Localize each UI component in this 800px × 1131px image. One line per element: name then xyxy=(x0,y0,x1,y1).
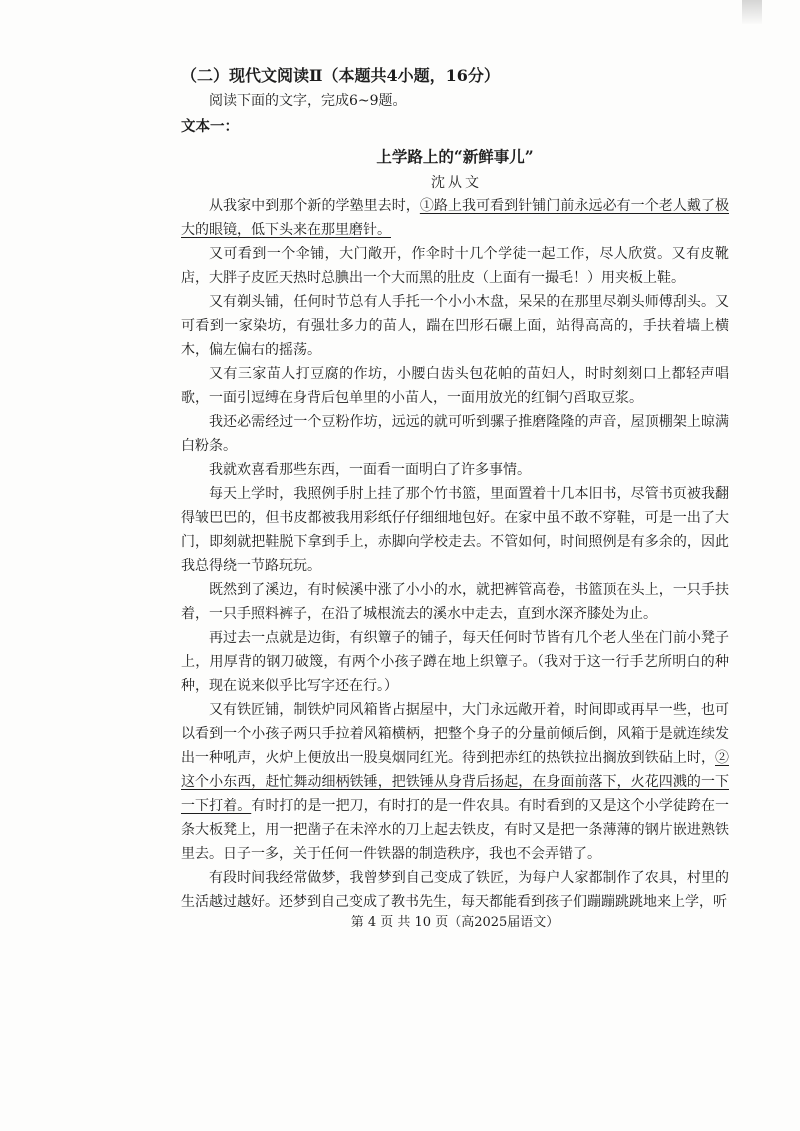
article-body xyxy=(181,194,729,914)
article-author: 沈从文 xyxy=(431,175,482,191)
paragraph-11: 有段时间我经常做梦，我曾梦到自己变成了铁匠，为每户人家都制作了农具，村里的生活越过越好。还梦到自己变成了教书先生，每天都能看到孩子们蹦蹦跳跳地来上学，听 xyxy=(181,870,729,910)
paragraph-9: 再过去一点就是边街，有织簟子的铺子，每天任何时节皆有几个老人坐在门前小凳子上，用厚背的钢刀破篾，有两个小孩子蹲在地上织簟子。（我对于这一行手艺所明白的种种，现在说来似乎比写字还在行。） xyxy=(181,630,729,694)
paragraph-7: 每天上学时，我照例手肘上挂了那个竹书篮，里面置着十几本旧书，尽管书页被我翻得皱巴巴的，但书皮都被我用彩纸仔仔细细地包好。在家中虽不敢不穿鞋，可是一出了大门，即刻就把鞋脱下拿到手上，赤脚向学校走去。不管如何，时间照例是有多余的，因此我总得绕一节路玩玩。 xyxy=(181,486,729,574)
scan-edge-mark xyxy=(742,0,762,24)
underlined-sentence-2: ②这个小东西，赶忙舞动细柄铁锤，把铁锤从身背后扬起，在身面前落下，火花四溅的一下一下打着。 xyxy=(181,750,729,814)
section-heading: （二）现代文阅读Ⅱ（本题共4小题，16分） xyxy=(181,66,500,85)
paragraph-2: 又可看到一个伞铺，大门敞开，作伞时十几个学徒一起工作，尽人欣赏。又有皮靴店，大胖子皮匠天热时总腆出一个大而黑的肚皮（上面有一撮毛！）用夹板上鞋。 xyxy=(181,246,729,286)
paragraph-10-tail: 有时打的是一把刀，有时打的是一件农具。有时看到的又是这个小学徒跨在一条大板凳上，用一把凿子在未淬水的刀上起去铁皮，有时又是把一条薄薄的钢片嵌进熟铁里去。日子一多，关于任何一件铁器的制造秩序，我也不会弄错了。 xyxy=(181,798,730,862)
exam-page xyxy=(181,64,729,932)
text-one-label: 文本一： xyxy=(181,118,239,135)
article-title: 上学路上的“新鲜事儿” xyxy=(376,147,534,166)
paragraph-1-lead: 从我家中到那个新的学塾里去时， xyxy=(209,198,420,214)
paragraph-8: 既然到了溪边，有时候溪中涨了小小的水，就把裤管高卷，书篮顶在头上，一只手扶着，一只手照料裤子，在沿了城根流去的溪水中走去，直到水深齐膝处为止。 xyxy=(181,582,729,622)
paragraph-4: 又有三家苗人打豆腐的作坊，小腰白齿头包花帕的苗妇人，时时刻刻口上都轻声唱歌，一面引逗缚在身背后包单里的小苗人，一面用放光的红铜勺舀取豆浆。 xyxy=(181,366,729,406)
paragraph-6: 我就欢喜看那些东西，一面看一面明白了许多事情。 xyxy=(209,462,531,478)
paragraph-3: 又有剃头铺，任何时节总有人手托一个小小木盘，呆呆的在那里尽剃头师傅刮头。又可看到一家染坊，有强壮多力的苗人，踹在凹形石碾上面，站得高高的，手扶着墙上横木，偏左偏右的摇荡。 xyxy=(181,294,729,358)
reading-instruction: 阅读下面的文字，完成6~9题。 xyxy=(209,93,407,109)
paragraph-10 xyxy=(181,698,729,866)
paragraph-1 xyxy=(181,194,729,242)
paragraph-5: 我还必需经过一个豆粉作坊，远远的就可听到骡子推磨隆隆的声音，屋顶棚架上晾满白粉条。 xyxy=(181,414,729,454)
paragraph-10-lead: 又有铁匠铺，制铁炉同风箱皆占据屋中，大门永远敞开着，时间即或再早一些，也可以看到一个小孩子两只手拉着风箱横柄，把整个身子的分量前倾后倒，风箱于是就连续发出一种吼声，火炉上便放出一股臭烟同红光。待到把赤红的热铁拉出搁放到铁砧上时， xyxy=(181,702,729,766)
page-footer: 第 4 页 共 10 页（高2025届语文） xyxy=(350,915,560,930)
underlined-sentence-1: ①路上我可看到针铺门前永远必有一个老人戴了极大的眼镜，低下头来在那里磨针。 xyxy=(181,198,730,238)
